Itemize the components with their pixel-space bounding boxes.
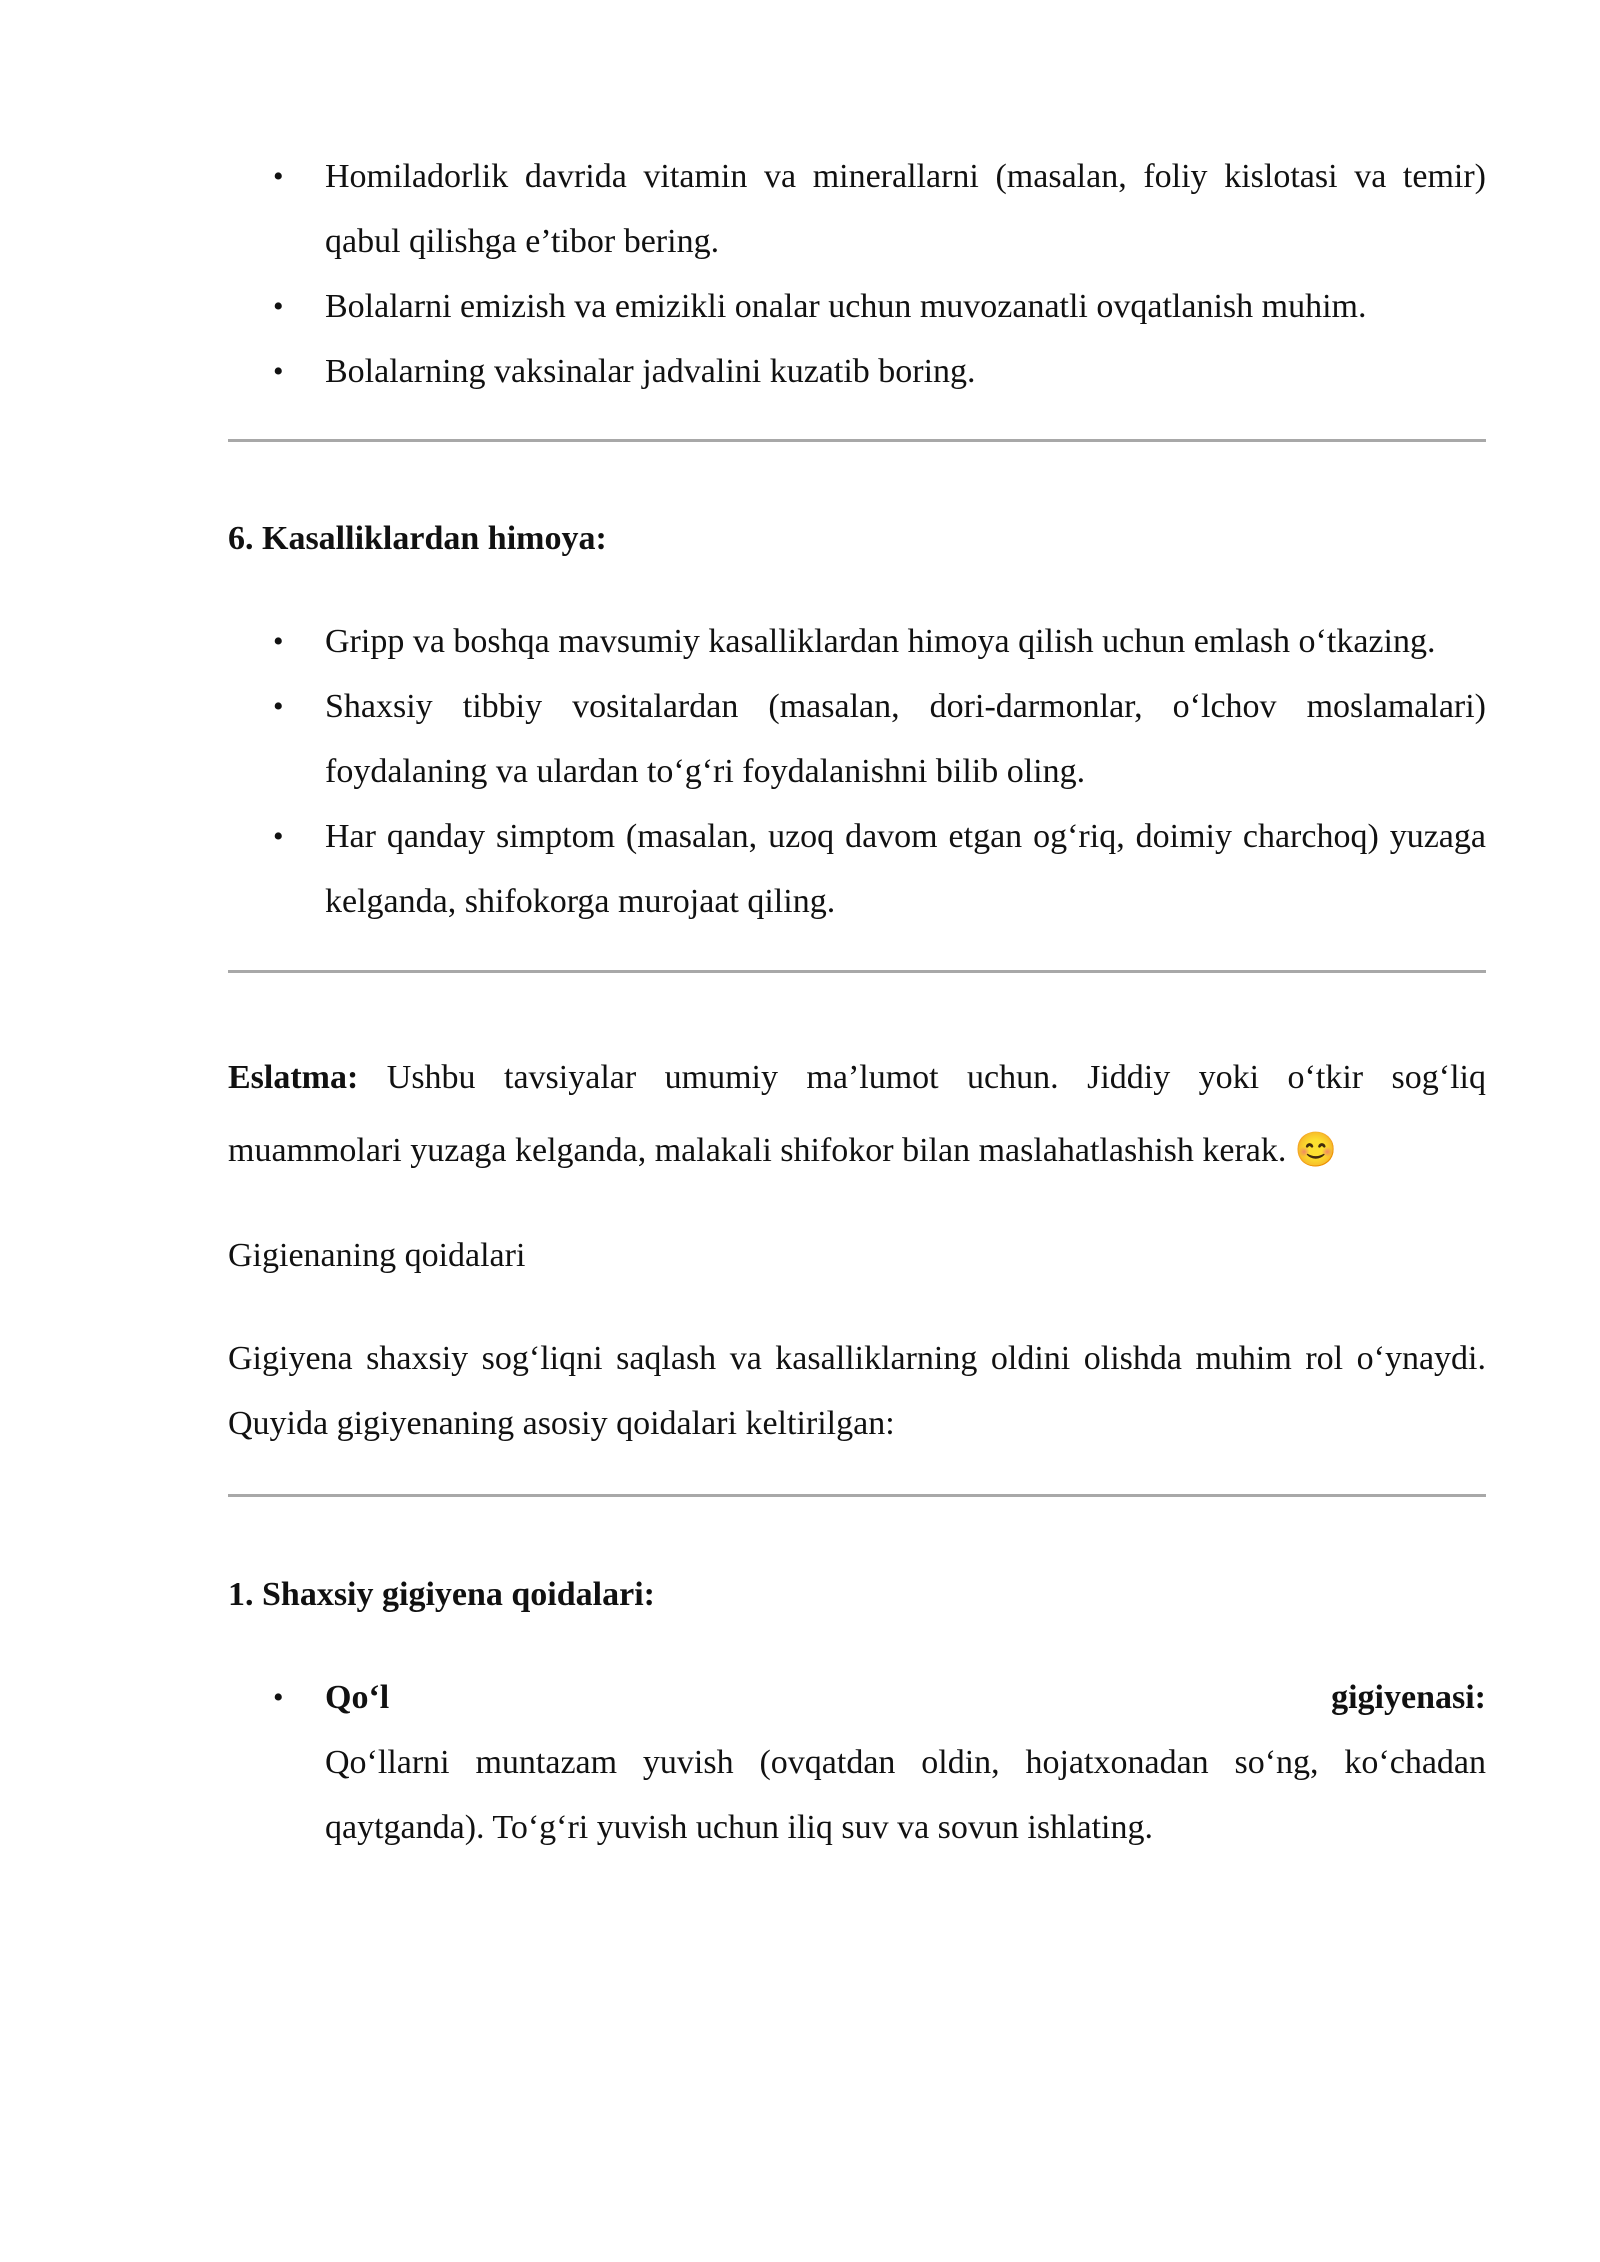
list-item: • Homiladorlik davrida vitamin va minerallarni (masalan, foliy kislotasi va temir) qabul qilishga e’tibor bering. (228, 144, 1486, 274)
divider (228, 1494, 1486, 1497)
list-item (228, 1665, 1486, 1860)
note-text: Ushbu tavsiyalar umumiy ma’lumot uchun. Jiddiy yoki o‘tkir sog‘liq muammolari yuzaga kelganda, malakali shifokor bilan maslahatlashish kerak. 😊 (228, 1059, 1486, 1169)
intro-paragraph: Gigiyena shaxsiy sog‘liqni saqlash va kasalliklarning oldini olishda muhim rol o‘ynaydi. Quyida gigiyenaning asosiy qoidalari keltirilgan: (228, 1340, 1486, 1442)
bullet: • (273, 690, 284, 723)
list-item-title: Qo‘l gigiyenasi: (325, 1679, 1486, 1716)
subheading: Gigienaning qoidalari (228, 1237, 526, 1274)
list-item: • Shaxsiy tibbiy vositalardan (masalan, dori-darmonlar, o‘lchov moslamalari) foydalaning va ulardan to‘g‘ri foydalanishni bilib oling. (228, 674, 1486, 804)
list-item: • Bolalarni emizish va emizikli onalar uchun muvozanatli ovqatlanish muhim. (228, 274, 1486, 339)
note-label: Eslatma: (228, 1059, 359, 1096)
list-item: • Gripp va boshqa mavsumiy kasalliklardan himoya qilish uchun emlash o‘tkazing. (228, 609, 1486, 674)
pregnancy-list (228, 144, 1486, 404)
list-item: • Har qanday simptom (masalan, uzoq davom etgan og‘riq, doimiy charchoq) yuzaga kelganda, shifokorga murojaat qiling. (228, 804, 1486, 934)
hygiene-list (228, 1665, 1486, 1860)
divider (228, 970, 1486, 973)
bullet: • (273, 820, 284, 853)
note-paragraph (228, 1041, 1486, 1187)
bullet: • (273, 625, 284, 658)
bullet: • (273, 355, 284, 388)
list-item: • Bolalarning vaksinalar jadvalini kuzatib boring. (228, 339, 1486, 404)
section-heading: 6. Kasalliklardan himoya: (228, 520, 607, 557)
bullet: • (273, 290, 284, 323)
bullet: • (273, 160, 284, 193)
divider (228, 439, 1486, 442)
list-item-text: Qo‘llarni muntazam yuvish (ovqatdan oldin, hojatxonadan so‘ng, ko‘chadan qaytganda). To‘g‘ri yuvish uchun iliq suv va sovun ishlating. (325, 1744, 1486, 1846)
bullet: • (273, 1681, 284, 1714)
document-content (228, 144, 1486, 1860)
section-heading: 1. Shaxsiy gigiyena qoidalari: (228, 1576, 655, 1613)
disease-protection-list (228, 609, 1486, 934)
